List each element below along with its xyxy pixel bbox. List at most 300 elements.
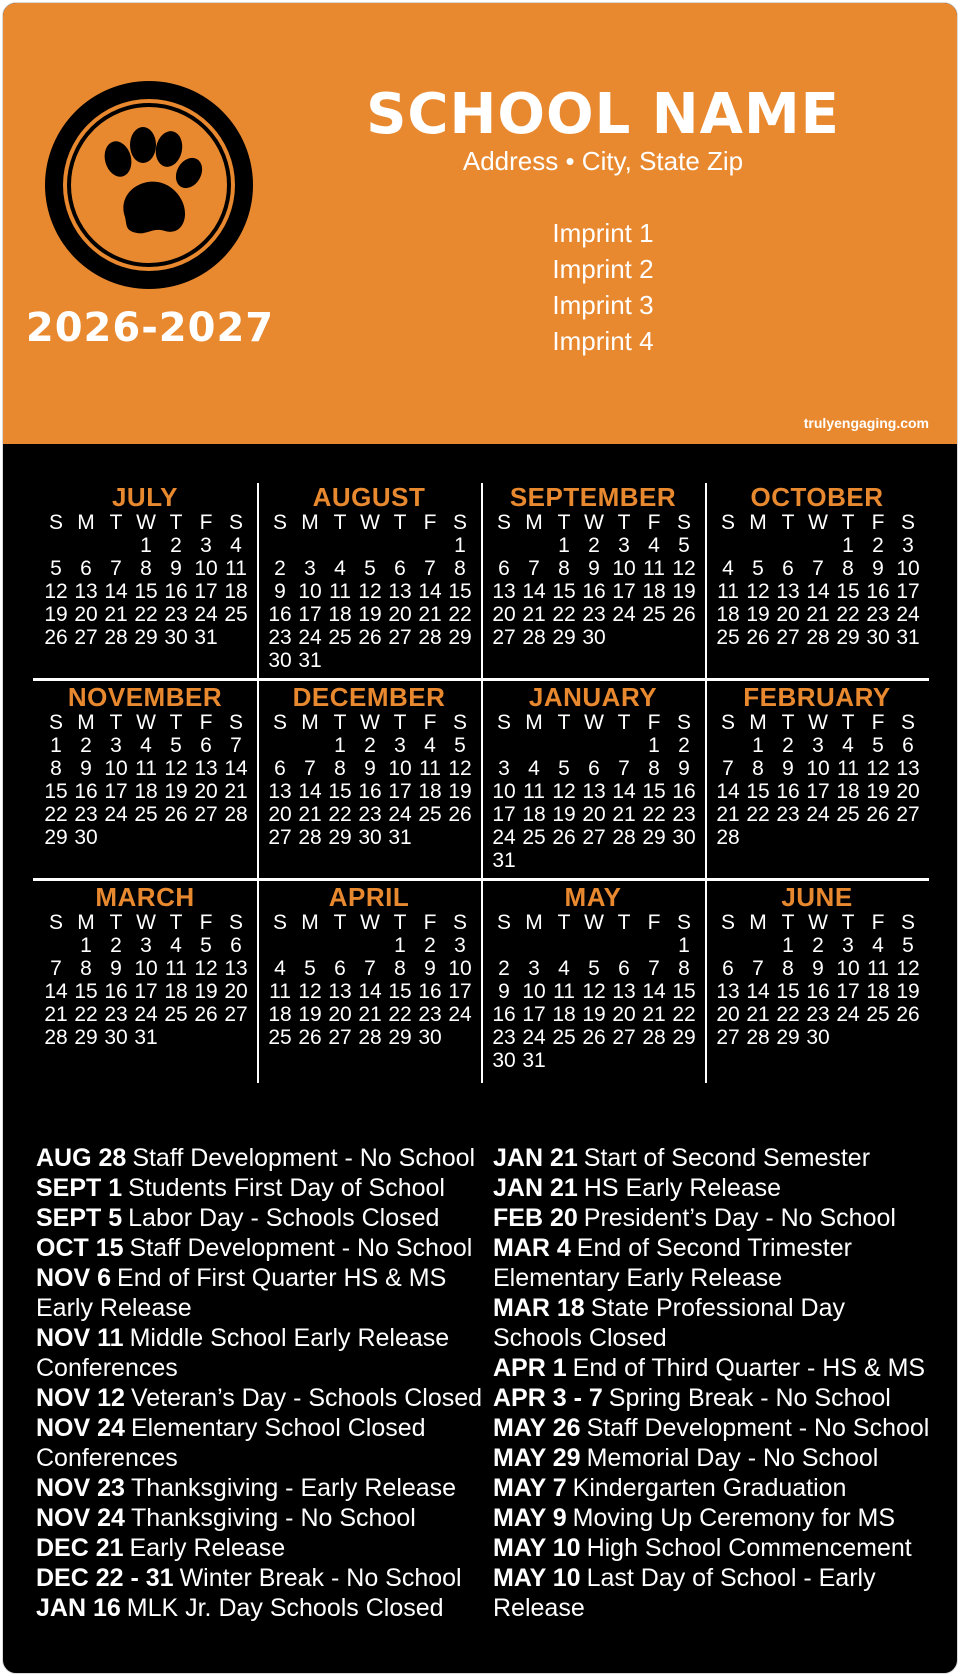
weekday-label: S [228,711,243,734]
date-cell: 6 [498,557,510,580]
date-cell: 17 [896,580,920,603]
weekday-label: F [199,511,213,534]
date-cell: 26 [582,1026,606,1049]
event-text: Staff Development - No School [132,1144,476,1172]
weekday-label: T [109,711,123,734]
weekday-label: W [584,511,604,534]
date-cell: 25 [716,626,740,649]
date-cell: 6 [200,734,212,757]
empty-cell [265,534,295,557]
date-cell: 17 [298,603,322,626]
date-cell: 10 [104,757,128,780]
date-grid [41,534,251,649]
date-cell: 12 [896,957,920,980]
event-item [36,1473,486,1503]
date-cell: 15 [388,980,412,1003]
date-cell: 18 [328,603,352,626]
date-cell: 29 [672,1026,696,1049]
date-cell: 15 [672,980,696,1003]
month-name: FEBRUARY [743,682,891,712]
weekday-label: M [77,911,95,934]
date-cell: 12 [44,580,68,603]
date-cell: 2 [274,557,286,580]
date-cell: 31 [194,626,218,649]
date-cell: 28 [418,626,442,649]
date-cell: 11 [329,580,351,603]
weekday-label: T [109,911,123,934]
date-cell: 11 [135,757,157,780]
empty-cell [41,534,71,557]
weekday-header [41,511,251,534]
weekday-header [41,911,251,934]
date-cell: 25 [224,603,248,626]
date-cell: 5 [752,557,764,580]
date-cell: 25 [642,603,666,626]
month-november [33,683,257,883]
weekday-label: S [676,911,691,934]
empty-cell [295,734,325,757]
event-text: Start of Second Semester [583,1144,871,1172]
school-name: SCHOOL NAME [366,82,840,147]
month-name: AUGUST [312,482,426,512]
date-cell: 2 [782,734,794,757]
empty-cell [639,934,669,957]
date-cell: 13 [776,580,800,603]
weekday-label: M [525,511,543,534]
date-cell: 22 [134,603,158,626]
date-cell: 22 [448,603,472,626]
date-cell: 9 [274,580,286,603]
event-date: NOV 24 [36,1504,125,1532]
month-september [481,483,705,683]
weekday-header [713,511,923,534]
month-name: DECEMBER [292,682,446,712]
weekday-header [41,711,251,734]
event-date: NOV 24 [36,1414,125,1442]
date-cell: 29 [642,826,666,849]
paw-print-icon [43,79,255,291]
weekday-label: S [676,711,691,734]
date-cell: 23 [104,1003,128,1026]
weekday-label: S [900,711,915,734]
date-cell: 28 [716,826,740,849]
date-cell: 24 [134,1003,158,1026]
date-cell: 7 [618,757,630,780]
date-cell: 9 [498,980,510,1003]
event-date: JAN 21 [493,1144,578,1172]
date-cell: 12 [194,957,218,980]
event-item [493,1233,933,1263]
date-cell: 1 [782,934,794,957]
imprint-line: Imprint 3 [552,290,654,320]
date-cell: 11 [837,757,859,780]
date-grid [713,534,923,649]
weekday-label: T [557,911,571,934]
event-item [493,1593,933,1623]
weekday-header [489,511,699,534]
month-march [33,883,257,1083]
date-cell: 5 [454,734,466,757]
event-date: MAY 29 [493,1444,581,1472]
date-cell: 3 [304,557,316,580]
date-cell: 8 [678,957,690,980]
weekday-label: W [584,911,604,934]
date-cell: 21 [224,780,248,803]
event-item [493,1473,933,1503]
event-text: Moving Up Ceremony for MS [572,1504,895,1532]
date-cell: 23 [806,1003,830,1026]
date-cell: 5 [872,734,884,757]
empty-cell [713,534,743,557]
date-cell: 29 [74,1026,98,1049]
date-cell: 19 [582,1003,606,1026]
date-cell: 20 [776,603,800,626]
date-cell: 11 [643,557,665,580]
date-cell: 7 [50,957,62,980]
date-cell: 2 [812,934,824,957]
date-cell: 8 [394,957,406,980]
event-text: End of Third Quarter - HS & MS [572,1354,926,1382]
date-cell: 6 [230,934,242,957]
empty-cell [743,534,773,557]
date-cell: 18 [716,603,740,626]
date-cell: 26 [358,626,382,649]
weekday-label: S [452,511,467,534]
event-text: Early Release [36,1294,192,1322]
date-cell: 21 [806,603,830,626]
date-cell: 21 [522,603,546,626]
date-cell: 15 [746,780,770,803]
date-cell: 1 [334,734,346,757]
weekday-label: F [871,511,885,534]
date-cell: 12 [358,580,382,603]
date-cell: 16 [582,580,606,603]
weekday-label: S [452,911,467,934]
empty-cell [415,534,445,557]
calendar-magnet-card [2,2,958,1674]
date-cell: 21 [44,1003,68,1026]
weekday-header [489,711,699,734]
month-december [257,683,481,883]
date-cell: 11 [165,957,187,980]
date-cell: 27 [582,826,606,849]
calendar-grid [33,483,929,1083]
date-cell: 22 [552,603,576,626]
date-cell: 30 [268,649,292,672]
event-date: MAR 4 [493,1234,571,1262]
weekday-label: T [333,711,347,734]
date-cell: 6 [722,957,734,980]
date-cell: 15 [776,980,800,1003]
date-cell: 13 [492,580,516,603]
date-cell: 20 [896,780,920,803]
weekday-label: T [169,911,183,934]
date-cell: 26 [672,603,696,626]
date-cell: 3 [200,534,212,557]
date-cell: 24 [806,803,830,826]
month-january [481,683,705,883]
date-cell: 18 [642,580,666,603]
event-item [493,1383,933,1413]
date-cell: 26 [746,626,770,649]
date-cell: 27 [716,1026,740,1049]
weekday-label: M [749,711,767,734]
date-cell: 21 [746,1003,770,1026]
date-cell: 19 [896,980,920,1003]
event-item [493,1143,933,1173]
event-date: FEB 20 [493,1204,578,1232]
weekday-label: T [393,711,407,734]
date-cell: 15 [642,780,666,803]
date-cell: 19 [164,780,188,803]
date-cell: 30 [492,1049,516,1072]
date-cell: 14 [522,580,546,603]
empty-cell [743,934,773,957]
event-date: MAY 7 [493,1474,567,1502]
date-cell: 1 [558,534,570,557]
date-cell: 5 [170,734,182,757]
date-cell: 8 [50,757,62,780]
weekday-header [265,511,475,534]
date-cell: 12 [164,757,188,780]
date-cell: 10 [194,557,218,580]
event-item [36,1143,486,1173]
date-cell: 11 [553,980,575,1003]
date-cell: 1 [678,934,690,957]
date-cell: 13 [716,980,740,1003]
date-cell: 6 [334,957,346,980]
event-text: State Professional Day [590,1294,845,1322]
weekday-label: M [525,911,543,934]
event-text: Thanksgiving - No School [130,1504,416,1532]
date-cell: 8 [454,557,466,580]
date-cell: 30 [418,1026,442,1049]
weekday-label: T [393,511,407,534]
date-cell: 18 [224,580,248,603]
weekday-label: M [749,911,767,934]
date-cell: 25 [418,803,442,826]
date-cell: 7 [230,734,242,757]
date-cell: 10 [388,757,412,780]
event-text: HS Early Release [583,1174,782,1202]
date-cell: 8 [80,957,92,980]
empty-cell [295,934,325,957]
weekday-label: F [423,711,437,734]
date-cell: 5 [200,934,212,957]
date-cell: 12 [672,557,696,580]
event-text: Schools Closed [493,1324,667,1352]
date-cell: 2 [364,734,376,757]
date-cell: 16 [418,980,442,1003]
date-cell: 26 [44,626,68,649]
date-cell: 13 [328,980,352,1003]
date-cell: 9 [872,557,884,580]
date-cell: 4 [558,957,570,980]
month-june [705,883,929,1083]
date-cell: 28 [358,1026,382,1049]
date-cell: 17 [806,780,830,803]
date-grid [265,534,475,672]
month-name: SEPTEMBER [509,482,677,512]
date-cell: 4 [872,934,884,957]
date-cell: 22 [74,1003,98,1026]
month-april [257,883,481,1083]
date-cell: 3 [394,734,406,757]
date-cell: 2 [678,734,690,757]
date-grid [489,534,699,649]
month-october [705,483,929,683]
date-cell: 4 [274,957,286,980]
event-text: Elementary School Closed [130,1414,426,1442]
date-cell: 28 [298,826,322,849]
date-cell: 6 [618,957,630,980]
date-cell: 16 [358,780,382,803]
date-cell: 24 [194,603,218,626]
event-text: Last Day of School - Early [586,1564,876,1592]
date-cell: 23 [672,803,696,826]
date-grid [265,934,475,1049]
event-text: Conferences [36,1354,178,1382]
imprint-line: Imprint 2 [552,254,654,284]
school-address: Address • City, State Zip [462,146,744,176]
date-cell: 11 [867,957,889,980]
empty-cell [609,934,639,957]
event-item [36,1263,486,1293]
date-cell: 10 [806,757,830,780]
date-cell: 10 [298,580,322,603]
date-cell: 12 [552,780,576,803]
weekday-label: S [272,711,287,734]
weekday-label: T [617,511,631,534]
date-cell: 28 [746,1026,770,1049]
date-cell: 9 [364,757,376,780]
date-cell: 6 [274,757,286,780]
weekday-label: W [808,711,828,734]
date-cell: 13 [194,757,218,780]
weekday-label: S [228,911,243,934]
date-cell: 14 [104,580,128,603]
date-cell: 16 [104,980,128,1003]
weekday-label: S [496,911,511,934]
date-cell: 29 [836,626,860,649]
weekday-label: T [617,911,631,934]
weekday-label: S [720,711,735,734]
date-cell: 19 [44,603,68,626]
empty-cell [265,934,295,957]
date-cell: 9 [678,757,690,780]
event-item [493,1203,933,1233]
weekday-label: S [452,711,467,734]
weekday-label: F [647,511,661,534]
event-date: JAN 16 [36,1594,121,1622]
date-cell: 17 [104,780,128,803]
date-cell: 19 [358,603,382,626]
date-cell: 24 [492,826,516,849]
date-cell: 9 [80,757,92,780]
month-name: JUNE [781,882,853,912]
weekday-label: F [647,711,661,734]
event-date: OCT 15 [36,1234,124,1262]
event-item [36,1533,486,1563]
date-cell: 20 [612,1003,636,1026]
weekday-label: S [720,911,735,934]
date-cell: 22 [836,603,860,626]
weekday-label: T [557,711,571,734]
date-grid [41,934,251,1049]
date-cell: 5 [678,534,690,557]
date-cell: 15 [836,580,860,603]
date-cell: 28 [612,826,636,849]
weekday-label: T [393,911,407,934]
date-cell: 8 [334,757,346,780]
date-cell: 24 [388,803,412,826]
date-cell: 19 [746,603,770,626]
date-cell: 20 [268,803,292,826]
event-item [36,1353,486,1383]
date-cell: 30 [806,1026,830,1049]
date-cell: 16 [672,780,696,803]
date-cell: 2 [872,534,884,557]
date-cell: 1 [454,534,466,557]
event-date: SEPT 5 [36,1204,123,1232]
date-cell: 28 [642,1026,666,1049]
date-cell: 22 [672,1003,696,1026]
event-date: MAY 9 [493,1504,567,1532]
date-cell: 9 [782,757,794,780]
event-item [493,1353,933,1383]
event-date: DEC 22 - 31 [36,1564,174,1592]
date-cell: 4 [528,757,540,780]
date-cell: 13 [224,957,248,980]
date-cell: 13 [612,980,636,1003]
date-cell: 24 [896,603,920,626]
event-item [36,1203,486,1233]
empty-cell [295,534,325,557]
month-name: NOVEMBER [67,682,223,712]
date-cell: 27 [194,803,218,826]
empty-cell [355,534,385,557]
weekday-label: S [48,711,63,734]
date-cell: 3 [842,934,854,957]
weekday-label: W [584,711,604,734]
event-item [36,1413,486,1443]
date-cell: 25 [328,626,352,649]
date-cell: 24 [448,1003,472,1026]
empty-cell [713,934,743,957]
date-cell: 30 [582,626,606,649]
event-text: Winter Break - No School [179,1564,462,1592]
date-cell: 27 [896,803,920,826]
date-cell: 20 [492,603,516,626]
date-cell: 23 [164,603,188,626]
date-cell: 13 [896,757,920,780]
weekday-header [265,711,475,734]
weekday-label: T [109,511,123,534]
date-cell: 21 [104,603,128,626]
event-item [36,1443,486,1473]
date-cell: 31 [896,626,920,649]
date-cell: 8 [558,557,570,580]
month-february [705,683,929,883]
date-cell: 19 [298,1003,322,1026]
events-column-left [36,1143,486,1623]
date-cell: 22 [328,803,352,826]
date-cell: 8 [752,757,764,780]
date-cell: 15 [448,580,472,603]
date-cell: 12 [298,980,322,1003]
date-cell: 21 [418,603,442,626]
date-cell: 11 [523,780,545,803]
